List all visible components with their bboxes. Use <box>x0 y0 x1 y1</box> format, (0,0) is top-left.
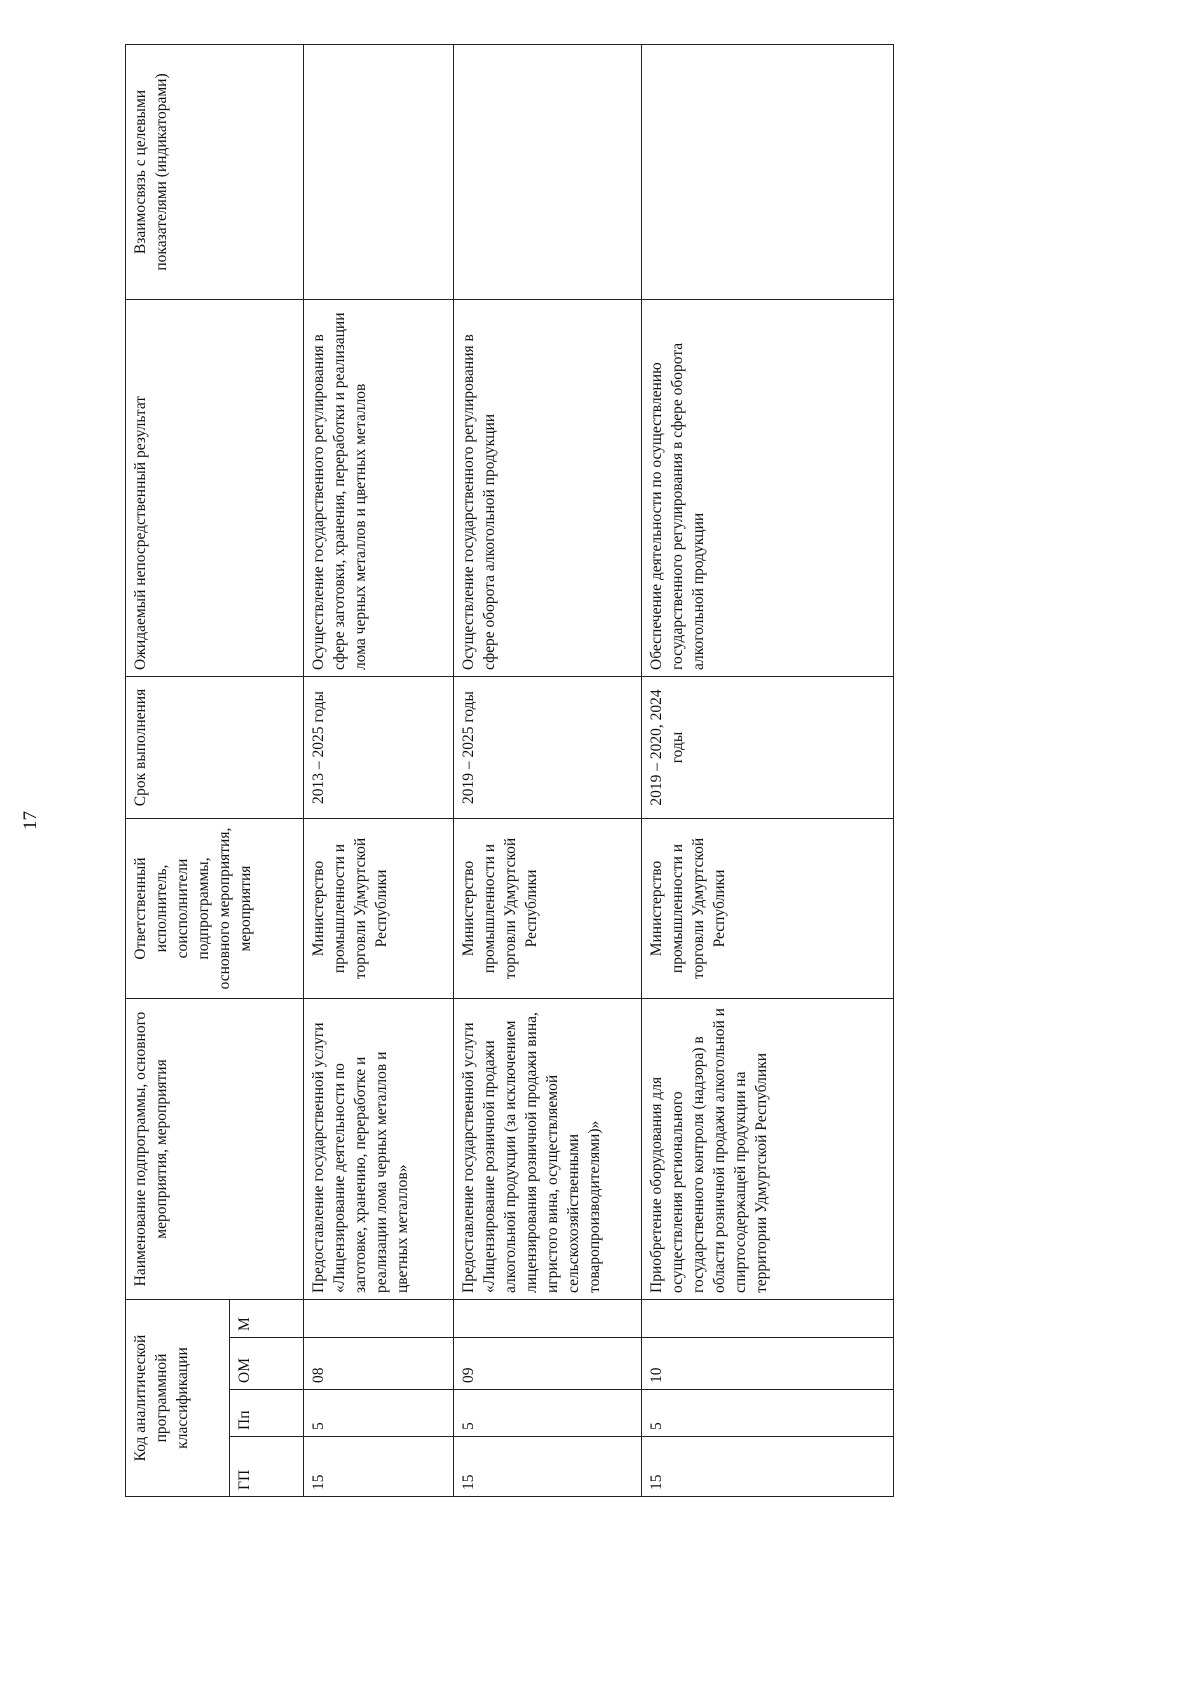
row-executor: Министерство промышленности и торговли Удмуртской Республики <box>642 819 894 999</box>
program-table <box>125 44 894 1497</box>
row-gp: 15 <box>304 1437 454 1497</box>
row-om: 09 <box>454 1338 642 1390</box>
table-row <box>304 45 454 1497</box>
row-name: Предоставление государственной услуги «Лицензирование розничной продажи алкогольной продукции (за исключением лицензирования розничной продажи вина, игристого вина, осуществляемой сельскохозяйственными товаропроизводителями)» <box>454 999 642 1300</box>
header-om: ОМ <box>230 1338 304 1390</box>
header-executor: Ответственный исполнитель, соисполнители подпрограммы, основного мероприятия, мероприятия <box>126 819 304 999</box>
table-row <box>642 45 894 1497</box>
row-m <box>454 1300 642 1338</box>
row-name: Приобретение оборудования для осуществления регионального государственного контроля (надзора) в области розничной продажи алкогольной и спиртосодержащей продукции на территории Удмуртской Республики <box>642 999 894 1300</box>
table-row <box>454 45 642 1497</box>
header-name: Наименование подпрограммы, основного мероприятия, мероприятия <box>126 999 304 1300</box>
row-link <box>454 45 642 300</box>
row-result: Обеспечение деятельности по осуществлению государственного регулирования в сфере оборота алкогольной продукции <box>642 300 894 677</box>
rotated-page-content <box>125 73 893 1497</box>
header-term: Срок выполнения <box>126 677 304 819</box>
row-pp: 5 <box>642 1390 894 1437</box>
header-row <box>126 45 230 1497</box>
header-result: Ожидаемый непосредственный результат <box>126 300 304 677</box>
row-gp: 15 <box>642 1437 894 1497</box>
header-link: Взаимосвязь с целевыми показателями (индикаторами) <box>126 45 304 300</box>
row-executor: Министерство промышленности и торговли Удмуртской Республики <box>454 819 642 999</box>
row-term: 2019 – 2025 годы <box>454 677 642 819</box>
row-pp: 5 <box>454 1390 642 1437</box>
row-name: Предоставление государственной услуги «Лицензирование деятельности по заготовке, хранению, переработке и реализации лома черных металлов и цветных металлов» <box>304 999 454 1300</box>
row-term: 2019 – 2020, 2024 годы <box>642 677 894 819</box>
header-gp: ГП <box>230 1437 304 1497</box>
row-om: 10 <box>642 1338 894 1390</box>
row-executor: Министерство промышленности и торговли Удмуртской Республики <box>304 819 454 999</box>
header-code: Код аналитической программной классификации <box>126 1300 230 1497</box>
row-link <box>642 45 894 300</box>
row-m <box>304 1300 454 1338</box>
row-om: 08 <box>304 1338 454 1390</box>
row-term: 2013 – 2025 годы <box>304 677 454 819</box>
row-link <box>304 45 454 300</box>
row-m <box>642 1300 894 1338</box>
row-result: Осуществление государственного регулирования в сфере заготовки, хранения, переработки и реализации лома черных металлов и цветных металлов <box>304 300 454 677</box>
page-number: 17 <box>20 811 41 830</box>
row-pp: 5 <box>304 1390 454 1437</box>
header-m: М <box>230 1300 304 1338</box>
row-gp: 15 <box>454 1437 642 1497</box>
header-pp: Пп <box>230 1390 304 1437</box>
row-result: Осуществление государственного регулирования в сфере оборота алкогольной продукции <box>454 300 642 677</box>
